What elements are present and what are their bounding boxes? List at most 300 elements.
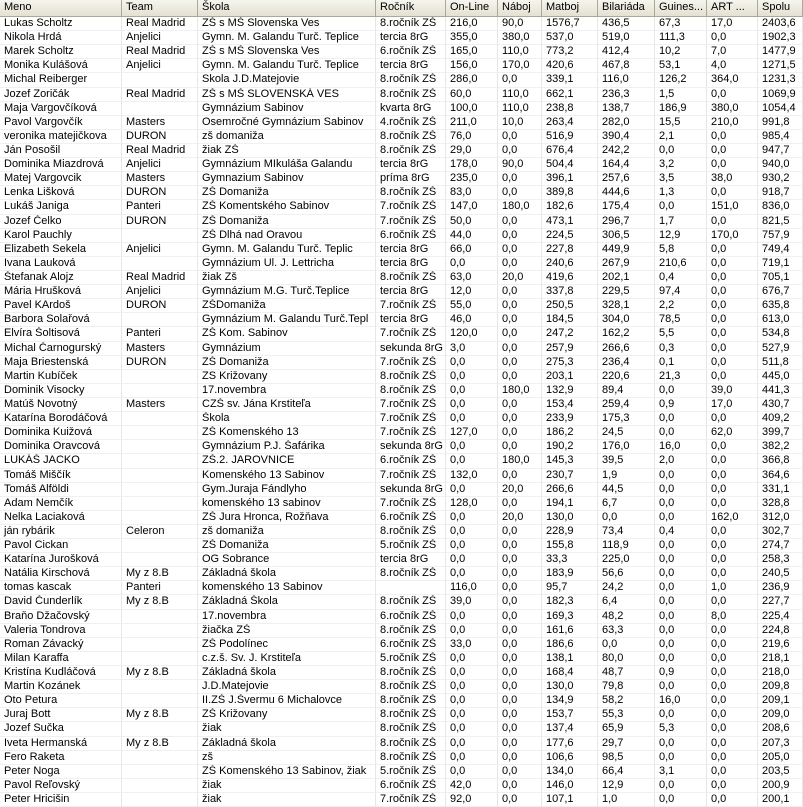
cell-meno: Jozef Zoričák — [0, 88, 122, 102]
table-row[interactable] — [0, 257, 803, 271]
cell-rocnik: 7.ročník ZŠ — [376, 497, 446, 511]
cell-team — [122, 469, 198, 483]
cell-art: 0,0 — [707, 31, 758, 45]
cell-on-line: 0,0 — [446, 483, 498, 497]
cell-team: DURON — [122, 299, 198, 313]
cell-art: 0,0 — [707, 130, 758, 144]
cell-on-line: 100,0 — [446, 102, 498, 116]
table-row[interactable] — [0, 511, 803, 525]
cell-rocnik: sekunda 8rG — [376, 342, 446, 356]
cell-on-line: 42,0 — [446, 779, 498, 793]
cell-art: 0,0 — [707, 779, 758, 793]
cell-art: 0,0 — [707, 144, 758, 158]
table-row[interactable] — [0, 45, 803, 59]
cell-spolu: 208,6 — [758, 722, 803, 736]
cell-spolu: 749,4 — [758, 243, 803, 257]
table-row[interactable] — [0, 88, 803, 102]
cell-naboj: 90,0 — [498, 17, 542, 31]
cell-skola: komenského 13 sabinov — [198, 497, 376, 511]
cell-guines: 16,0 — [655, 694, 707, 708]
cell-naboj: 0,0 — [498, 765, 542, 779]
cell-naboj: 180,0 — [498, 454, 542, 468]
table-row[interactable] — [0, 553, 803, 567]
cell-bilariada: 116,0 — [598, 73, 655, 87]
cell-team: Panteri — [122, 200, 198, 214]
cell-meno: Maja Briestenská — [0, 356, 122, 370]
cell-art: 0,0 — [707, 751, 758, 765]
table-row[interactable] — [0, 751, 803, 765]
cell-spolu: 399,7 — [758, 426, 803, 440]
cell-team — [122, 454, 198, 468]
cell-guines: 0,0 — [655, 737, 707, 751]
table-row[interactable] — [0, 610, 803, 624]
cell-art: 0,0 — [707, 497, 758, 511]
table-row[interactable] — [0, 624, 803, 638]
cell-matboj: 224,5 — [542, 229, 598, 243]
cell-meno: Natália Kirschová — [0, 567, 122, 581]
cell-meno: Štefanak Alojz — [0, 271, 122, 285]
cell-team — [122, 539, 198, 553]
cell-guines: 0,0 — [655, 144, 707, 158]
cell-on-line: 0,0 — [446, 624, 498, 638]
cell-matboj: 339,1 — [542, 73, 598, 87]
cell-skola: 17.novembra — [198, 610, 376, 624]
cell-guines: 0,0 — [655, 483, 707, 497]
cell-matboj: 145,3 — [542, 454, 598, 468]
cell-meno: Monika Kulášová — [0, 59, 122, 73]
cell-guines: 0,0 — [655, 793, 707, 807]
cell-naboj: 0,0 — [498, 215, 542, 229]
cell-team: Celeron — [122, 525, 198, 539]
cell-spolu: 445,0 — [758, 370, 803, 384]
cell-matboj: 134,9 — [542, 694, 598, 708]
cell-on-line: 0,0 — [446, 652, 498, 666]
cell-meno: Tomáš Miščík — [0, 469, 122, 483]
cell-matboj: 146,0 — [542, 779, 598, 793]
cell-skola: Gymnázium Sabinov — [198, 102, 376, 116]
cell-matboj: 161,6 — [542, 624, 598, 638]
cell-naboj: 0,0 — [498, 285, 542, 299]
cell-rocnik: 7.ročník ZŠ — [376, 200, 446, 214]
cell-art: 0,0 — [707, 737, 758, 751]
cell-guines: 0,0 — [655, 638, 707, 652]
cell-naboj: 380,0 — [498, 31, 542, 45]
cell-bilariada: 444,6 — [598, 186, 655, 200]
table-row[interactable] — [0, 313, 803, 327]
cell-on-line: 50,0 — [446, 215, 498, 229]
cell-naboj: 0,0 — [498, 652, 542, 666]
cell-rocnik: 8.ročník ZŠ — [376, 73, 446, 87]
cell-team — [122, 483, 198, 497]
cell-on-line: 55,0 — [446, 299, 498, 313]
table-row[interactable] — [0, 73, 803, 87]
table-row[interactable] — [0, 737, 803, 751]
table-row[interactable] — [0, 384, 803, 398]
cell-spolu: 947,7 — [758, 144, 803, 158]
cell-guines: 0,4 — [655, 271, 707, 285]
cell-team — [122, 370, 198, 384]
cell-matboj: 134,0 — [542, 765, 598, 779]
cell-matboj: 155,8 — [542, 539, 598, 553]
cell-rocnik: 7.ročník ZŠ — [376, 793, 446, 807]
cell-skola: Gymnazium Sabinov — [198, 172, 376, 186]
table-row[interactable] — [0, 779, 803, 793]
cell-matboj: 106,6 — [542, 751, 598, 765]
table-row[interactable] — [0, 581, 803, 595]
cell-skola: OG Sobrance — [198, 553, 376, 567]
cell-rocnik: 6.ročník ZŠ — [376, 638, 446, 652]
cell-naboj: 110,0 — [498, 45, 542, 59]
cell-meno: Braňo Džačovský — [0, 610, 122, 624]
cell-on-line: 0,0 — [446, 398, 498, 412]
cell-spolu: 1902,3 — [758, 31, 803, 45]
cell-art: 0,0 — [707, 327, 758, 341]
cell-naboj: 0,0 — [498, 539, 542, 553]
cell-art: 7,0 — [707, 45, 758, 59]
table-row[interactable] — [0, 59, 803, 73]
cell-art: 38,0 — [707, 172, 758, 186]
cell-on-line: 0,0 — [446, 356, 498, 370]
cell-bilariada: 242,2 — [598, 144, 655, 158]
cell-matboj: 130,0 — [542, 680, 598, 694]
table-row[interactable] — [0, 271, 803, 285]
table-row[interactable] — [0, 694, 803, 708]
cell-art: 0,0 — [707, 271, 758, 285]
table-row[interactable] — [0, 102, 803, 116]
cell-bilariada: 412,4 — [598, 45, 655, 59]
cell-guines: 97,4 — [655, 285, 707, 299]
cell-skola: Gymn. M. Galandu Turč. Teplice — [198, 59, 376, 73]
cell-guines: 0,0 — [655, 652, 707, 666]
cell-naboj: 20,0 — [498, 511, 542, 525]
cell-bilariada: 0,0 — [598, 638, 655, 652]
cell-art: 0,0 — [707, 595, 758, 609]
table-row[interactable] — [0, 370, 803, 384]
cell-art: 162,0 — [707, 511, 758, 525]
cell-naboj: 0,0 — [498, 469, 542, 483]
cell-on-line: 33,0 — [446, 638, 498, 652]
cell-on-line: 0,0 — [446, 370, 498, 384]
table-row[interactable] — [0, 595, 803, 609]
cell-rocnik: 6.ročník ZŠ — [376, 454, 446, 468]
cell-skola: zš domaniža — [198, 130, 376, 144]
column-header-naboj[interactable]: Náboj — [498, 0, 542, 17]
cell-naboj: 0,0 — [498, 666, 542, 680]
cell-meno: Fero Raketa — [0, 751, 122, 765]
cell-art: 151,0 — [707, 200, 758, 214]
cell-team — [122, 497, 198, 511]
cell-spolu: 918,7 — [758, 186, 803, 200]
table-row[interactable] — [0, 469, 803, 483]
cell-on-line: 178,0 — [446, 158, 498, 172]
cell-on-line: 0,0 — [446, 525, 498, 539]
cell-naboj: 0,0 — [498, 722, 542, 736]
cell-meno: ján rybárik — [0, 525, 122, 539]
table-row[interactable] — [0, 356, 803, 370]
cell-meno: Iveta Hermanská — [0, 737, 122, 751]
cell-guines: 0,0 — [655, 567, 707, 581]
table-row[interactable] — [0, 116, 803, 130]
column-header-bilariada[interactable]: Bilariáda — [598, 0, 655, 17]
cell-spolu: 331,1 — [758, 483, 803, 497]
cell-on-line: 60,0 — [446, 88, 498, 102]
cell-bilariada: 164,4 — [598, 158, 655, 172]
cell-bilariada: 73,4 — [598, 525, 655, 539]
table-row[interactable] — [0, 158, 803, 172]
column-header-meno[interactable]: Meno — [0, 0, 122, 17]
cell-skola: ZŠ Dlhá nad Oravou — [198, 229, 376, 243]
cell-rocnik: 5.ročník ZŠ — [376, 765, 446, 779]
table-row[interactable] — [0, 285, 803, 299]
table-row[interactable] — [0, 172, 803, 186]
column-header-team[interactable]: Team — [122, 0, 198, 17]
cell-team — [122, 440, 198, 454]
cell-matboj: 177,6 — [542, 737, 598, 751]
cell-guines: 16,0 — [655, 440, 707, 454]
table-row[interactable] — [0, 680, 803, 694]
cell-bilariada: 467,8 — [598, 59, 655, 73]
cell-bilariada: 1,0 — [598, 793, 655, 807]
cell-bilariada: 259,4 — [598, 398, 655, 412]
table-row[interactable] — [0, 666, 803, 680]
cell-skola: II.ZŠ J.Švermu 6 Michalovce — [198, 694, 376, 708]
cell-spolu: 2403,6 — [758, 17, 803, 31]
cell-spolu: 274,7 — [758, 539, 803, 553]
cell-spolu: 364,6 — [758, 469, 803, 483]
cell-matboj: 233,9 — [542, 412, 598, 426]
cell-spolu: 227,7 — [758, 595, 803, 609]
cell-bilariada: 48,2 — [598, 610, 655, 624]
cell-team: Real Madrid — [122, 144, 198, 158]
cell-matboj: 389,8 — [542, 186, 598, 200]
cell-art: 0,0 — [707, 299, 758, 313]
cell-matboj: 228,9 — [542, 525, 598, 539]
cell-matboj: 227,8 — [542, 243, 598, 257]
cell-spolu: 991,8 — [758, 116, 803, 130]
cell-bilariada: 89,4 — [598, 384, 655, 398]
cell-guines: 111,3 — [655, 31, 707, 45]
column-header-art[interactable]: ART ... — [707, 0, 758, 17]
table-row[interactable] — [0, 31, 803, 45]
cell-guines: 0,0 — [655, 680, 707, 694]
table-row[interactable] — [0, 215, 803, 229]
cell-guines: 0,0 — [655, 412, 707, 426]
cell-rocnik: 8.ročník ZŠ — [376, 737, 446, 751]
cell-guines: 0,9 — [655, 666, 707, 680]
column-header-on-line[interactable]: On-Line — [446, 0, 498, 17]
cell-spolu: 836,0 — [758, 200, 803, 214]
table-row[interactable] — [0, 454, 803, 468]
cell-naboj: 0,0 — [498, 186, 542, 200]
column-header-skola[interactable]: Škola — [198, 0, 376, 17]
cell-rocnik: 4.ročník ZŠ — [376, 116, 446, 130]
cell-spolu: 203,5 — [758, 765, 803, 779]
cell-on-line: 12,0 — [446, 285, 498, 299]
cell-meno: Peter Hricišin — [0, 793, 122, 807]
cell-rocnik: príma 8rG — [376, 172, 446, 186]
cell-on-line: 235,0 — [446, 172, 498, 186]
cell-naboj: 0,0 — [498, 398, 542, 412]
cell-skola: Základná Škola — [198, 595, 376, 609]
cell-guines: 3,2 — [655, 158, 707, 172]
column-header-spolu[interactable]: Spolu — [758, 0, 803, 17]
cell-art: 0,0 — [707, 412, 758, 426]
cell-art: 0,0 — [707, 553, 758, 567]
cell-spolu: 312,0 — [758, 511, 803, 525]
cell-art: 170,0 — [707, 229, 758, 243]
cell-art: 380,0 — [707, 102, 758, 116]
cell-spolu: 207,3 — [758, 737, 803, 751]
cell-guines: 0,0 — [655, 708, 707, 722]
cell-bilariada: 66,4 — [598, 765, 655, 779]
cell-guines: 126,2 — [655, 73, 707, 87]
table-row[interactable] — [0, 722, 803, 736]
table-row[interactable] — [0, 342, 803, 356]
table-row[interactable] — [0, 440, 803, 454]
cell-skola: Komenského 13 Sabinov — [198, 469, 376, 483]
cell-rocnik: 7.ročník ZŠ — [376, 412, 446, 426]
cell-rocnik — [376, 581, 446, 595]
cell-skola: Skola J.D.Matejovie — [198, 73, 376, 87]
cell-bilariada: 449,9 — [598, 243, 655, 257]
table-row[interactable] — [0, 299, 803, 313]
table-row[interactable] — [0, 229, 803, 243]
table-row[interactable] — [0, 525, 803, 539]
cell-rocnik: 8.ročník ZŠ — [376, 88, 446, 102]
cell-bilariada: 6,7 — [598, 497, 655, 511]
cell-skola: ZŠ Domaniža — [198, 356, 376, 370]
cell-skola: žiak — [198, 722, 376, 736]
cell-rocnik: 6.ročník ZŠ — [376, 45, 446, 59]
cell-rocnik: tercia 8rG — [376, 59, 446, 73]
cell-spolu: 635,8 — [758, 299, 803, 313]
cell-naboj: 0,0 — [498, 737, 542, 751]
cell-skola: žiačka ZŠ — [198, 624, 376, 638]
cell-meno: Lukáš Janiga — [0, 200, 122, 214]
cell-meno: Elvíra Šoltisová — [0, 327, 122, 341]
column-header-rocnik[interactable]: Ročník — [376, 0, 446, 17]
cell-matboj: 419,6 — [542, 271, 598, 285]
cell-skola: ZS Križovany — [198, 370, 376, 384]
cell-bilariada: 229,5 — [598, 285, 655, 299]
cell-meno: Dominika Miazdrová — [0, 158, 122, 172]
cell-spolu: 218,0 — [758, 666, 803, 680]
cell-guines: 0,9 — [655, 398, 707, 412]
cell-rocnik: 8.ročník ZŠ — [376, 595, 446, 609]
cell-matboj: 337,8 — [542, 285, 598, 299]
cell-bilariada: 80,0 — [598, 652, 655, 666]
column-header-guines[interactable]: Guines... — [655, 0, 707, 17]
cell-bilariada: 12,9 — [598, 779, 655, 793]
cell-meno: Marek Scholtz — [0, 45, 122, 59]
cell-art: 0,0 — [707, 525, 758, 539]
cell-on-line: 147,0 — [446, 200, 498, 214]
cell-skola: Škola — [198, 412, 376, 426]
cell-guines: 0,0 — [655, 581, 707, 595]
cell-art: 0,0 — [707, 440, 758, 454]
cell-skola: ZŠ.2. JAROVNICE — [198, 454, 376, 468]
cell-team — [122, 751, 198, 765]
cell-guines: 210,6 — [655, 257, 707, 271]
cell-meno: Nikola Hrdá — [0, 31, 122, 45]
cell-spolu: 985,4 — [758, 130, 803, 144]
table-row[interactable] — [0, 130, 803, 144]
cell-rocnik: 6.ročník ZŠ — [376, 779, 446, 793]
table-row[interactable] — [0, 17, 803, 31]
cell-naboj: 0,0 — [498, 638, 542, 652]
cell-skola: ZŠ Jura Hronca, Rožňava — [198, 511, 376, 525]
cell-meno: Roman Závacký — [0, 638, 122, 652]
cell-naboj: 0,0 — [498, 581, 542, 595]
cell-skola: ZŠ s MŠ Slovenska Ves — [198, 17, 376, 31]
table-row[interactable] — [0, 708, 803, 722]
cell-bilariada: 176,0 — [598, 440, 655, 454]
table-row[interactable] — [0, 426, 803, 440]
table-row[interactable] — [0, 398, 803, 412]
cell-spolu: 209,0 — [758, 708, 803, 722]
cell-guines: 5,8 — [655, 243, 707, 257]
cell-bilariada: 304,0 — [598, 313, 655, 327]
table-row[interactable] — [0, 144, 803, 158]
cell-spolu: 209,8 — [758, 680, 803, 694]
cell-rocnik: sekunda 8rG — [376, 440, 446, 454]
cell-spolu: 441,3 — [758, 384, 803, 398]
table-row[interactable] — [0, 243, 803, 257]
table-row[interactable] — [0, 765, 803, 779]
cell-art: 17,0 — [707, 398, 758, 412]
table-row[interactable] — [0, 186, 803, 200]
column-header-matboj[interactable]: Matboj — [542, 0, 598, 17]
cell-team: Anjelici — [122, 158, 198, 172]
cell-bilariada: 202,1 — [598, 271, 655, 285]
cell-spolu: 209,1 — [758, 694, 803, 708]
table-row[interactable] — [0, 483, 803, 497]
cell-on-line: 0,0 — [446, 722, 498, 736]
cell-on-line: 92,0 — [446, 793, 498, 807]
table-row[interactable] — [0, 567, 803, 581]
table-row[interactable] — [0, 539, 803, 553]
table-row[interactable] — [0, 793, 803, 807]
table-row[interactable] — [0, 200, 803, 214]
cell-naboj: 10,0 — [498, 116, 542, 130]
cell-naboj: 0,0 — [498, 229, 542, 243]
cell-on-line: 0,0 — [446, 567, 498, 581]
cell-bilariada: 519,0 — [598, 31, 655, 45]
cell-spolu: 200,9 — [758, 779, 803, 793]
table-row[interactable] — [0, 652, 803, 666]
cell-naboj: 0,0 — [498, 680, 542, 694]
cell-meno: Peter Noga — [0, 765, 122, 779]
cell-team: Panteri — [122, 581, 198, 595]
cell-art: 0,0 — [707, 652, 758, 666]
cell-guines: 12,9 — [655, 229, 707, 243]
cell-skola: ZŠ Podolínec — [198, 638, 376, 652]
cell-team: Anjelici — [122, 243, 198, 257]
table-row[interactable] — [0, 638, 803, 652]
table-row[interactable] — [0, 327, 803, 341]
cell-bilariada: 24,5 — [598, 426, 655, 440]
cell-team: Real Madrid — [122, 45, 198, 59]
table-row[interactable] — [0, 412, 803, 426]
cell-spolu: 382,2 — [758, 440, 803, 454]
cell-rocnik: 7.ročník ZŠ — [376, 327, 446, 341]
cell-skola: Gymnázium M. Galandu Turč.Tepl — [198, 313, 376, 327]
cell-bilariada: 55,3 — [598, 708, 655, 722]
cell-matboj: 138,1 — [542, 652, 598, 666]
table-row[interactable] — [0, 497, 803, 511]
cell-guines: 0,0 — [655, 624, 707, 638]
cell-meno: Pavel KArdoš — [0, 299, 122, 313]
